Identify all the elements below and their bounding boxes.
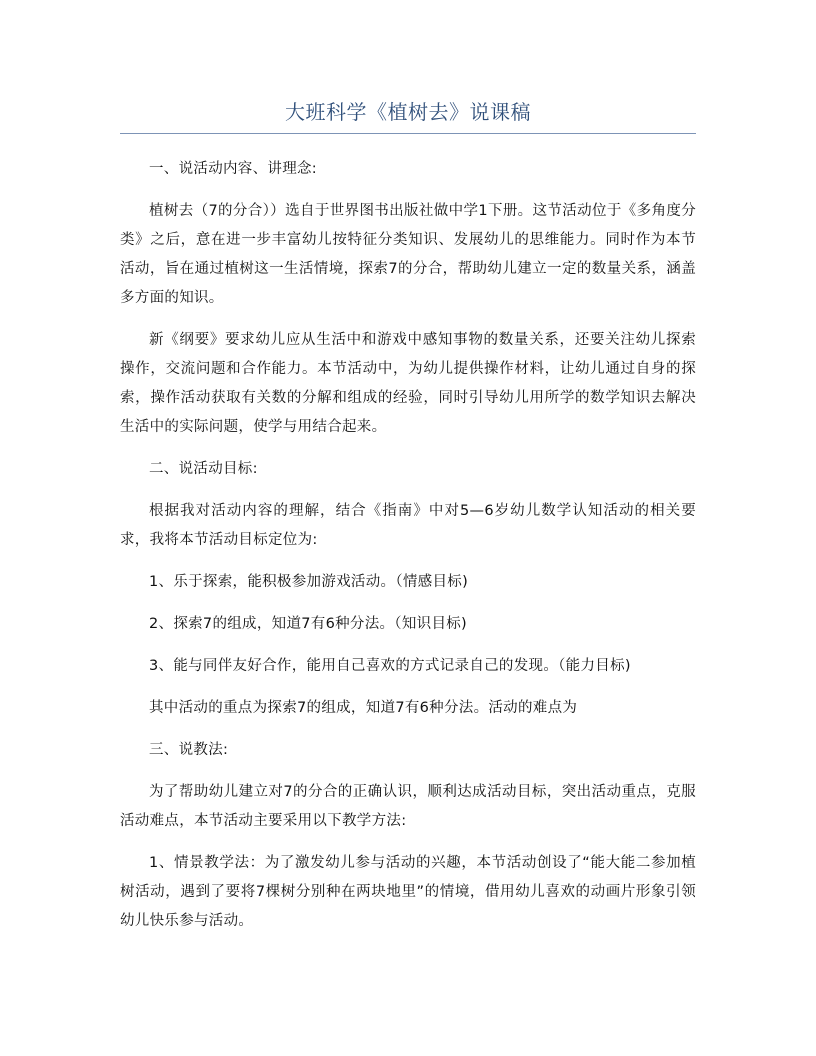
goal-item-1: 1、乐于探索，能积极参加游戏活动。（情感目标) xyxy=(149,574,469,590)
paragraph-methods-intro: 为了帮助幼儿建立对7的分合的正确认识，顺利达成活动目标，突出活动重点，克服活动难点，本节活动主要采用以下教学方法: xyxy=(120,784,696,829)
section-heading-content: 一、说活动内容、讲理念: xyxy=(149,161,317,177)
paragraph-goals-intro: 根据我对活动内容的理解，结合《指南》中对5—6岁幼儿数学认知活动的相关要求，我将本节活动目标定位为: xyxy=(120,503,696,548)
paragraph-intro: 植树去（7的分合））选自于世界图书出版社做中学1下册。这节活动位于《多角度分类》之后，意在进一步丰富幼儿按特征分类知识、发展幼儿的思维能力。同时作为本节活动，旨在通过植树这一生活情境，探索7的分合，帮助幼儿建立一定的数量关系，涵盖多方面的知识。 xyxy=(120,203,696,306)
document-title: 大班科学《植树去》说课稿 xyxy=(285,100,531,124)
goal-item-2: 2、探索7的组成，知道7有6种分法。（知识目标) xyxy=(149,616,468,632)
title-divider xyxy=(120,133,696,134)
section-heading-methods: 三、说教法: xyxy=(149,742,229,758)
paragraph-key-points: 其中活动的重点为探索7的组成，知道7有6种分法。活动的难点为 xyxy=(149,700,578,716)
paragraph-guidelines: 新《纲要》要求幼儿应从生活中和游戏中感知事物的数量关系，还要关注幼儿探索操作，交流问题和合作能力。本节活动中，为幼儿提供操作材料，让幼儿通过自身的探索，操作活动获取有关数的分解和组成的经验，同时引导幼儿用所学的数学知识去解决生活中的实际问题，使学与用结合起来。 xyxy=(120,332,696,435)
method-item-1: 1、情景教学法：为了激发幼儿参与活动的兴趣，本节活动创设了“能大能二参加植树活动，遇到了要将7棵树分别种在两块地里”的情境，借用幼儿喜欢的动画片形象引领幼儿快乐参与活动。 xyxy=(120,855,696,929)
goal-item-3: 3、能与同伴友好合作，能用自己喜欢的方式记录自己的发现。（能力目标) xyxy=(149,658,631,674)
section-heading-goals: 二、说活动目标: xyxy=(149,461,258,477)
document-body xyxy=(120,155,696,949)
